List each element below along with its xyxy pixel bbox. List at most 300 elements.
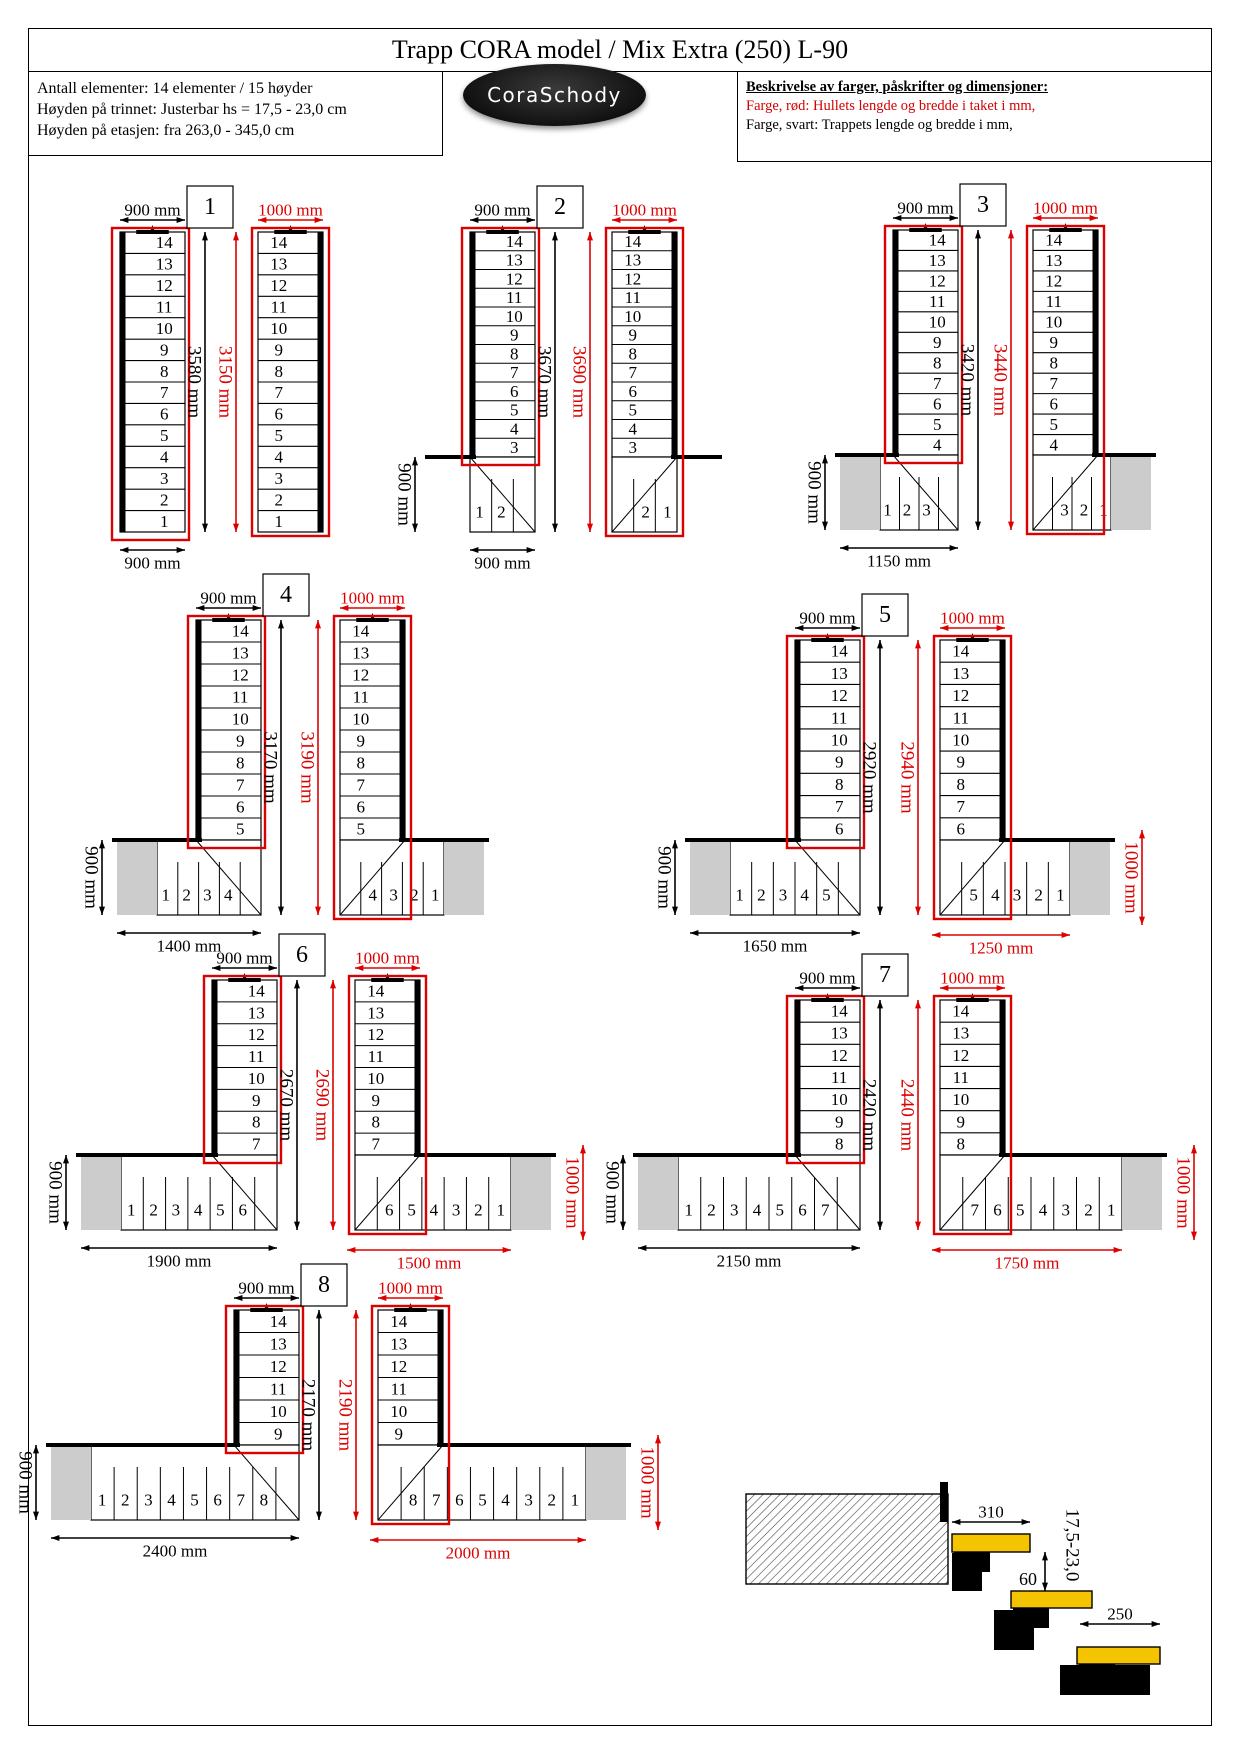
tread-number: 4 bbox=[501, 1490, 510, 1510]
variant-number: 1 bbox=[204, 194, 216, 220]
tread-number: 11 bbox=[952, 708, 969, 728]
tread-number: 14 bbox=[155, 233, 173, 253]
tread-number: 1 bbox=[1056, 885, 1065, 905]
tread-number: 8 bbox=[834, 1134, 844, 1154]
tread-number: 5 bbox=[1016, 1200, 1025, 1220]
legend-red-line: Farge, rød: Hullets lengde og bredde i taket i mm, bbox=[746, 98, 1036, 114]
tread-number: 9 bbox=[273, 1424, 283, 1444]
arrowhead bbox=[915, 1000, 921, 1008]
tread-number: 10 bbox=[247, 1068, 265, 1088]
tread-number: 8 bbox=[259, 1490, 269, 1510]
tread-number: 4 bbox=[509, 419, 519, 439]
tread-number: 13 bbox=[830, 1023, 848, 1043]
tread-number: 6 bbox=[956, 819, 966, 839]
arrowhead bbox=[915, 640, 921, 648]
dimension-label: 900 mm bbox=[601, 1161, 623, 1224]
tread-number: 11 bbox=[270, 297, 287, 317]
stair-variant-3 bbox=[804, 184, 1157, 571]
tread-number: 4 bbox=[429, 1200, 439, 1220]
gray-wall-zone bbox=[1111, 455, 1151, 530]
arrowhead bbox=[655, 1435, 661, 1443]
tread-number: 9 bbox=[628, 325, 638, 345]
tread-number: 5 bbox=[775, 1200, 784, 1220]
arrowhead bbox=[202, 524, 208, 532]
tread-number: 4 bbox=[223, 885, 233, 905]
tread-number: 8 bbox=[956, 1134, 966, 1154]
tread-number: 6 bbox=[834, 819, 844, 839]
tread-number: 14 bbox=[952, 641, 970, 661]
tread-number: 1 bbox=[1099, 500, 1108, 520]
arrowhead bbox=[233, 524, 239, 532]
tread-number: 7 bbox=[159, 383, 169, 403]
tread-number: 5 bbox=[932, 414, 942, 434]
tread-number: 3 bbox=[1061, 1200, 1070, 1220]
tread-number: 2 bbox=[757, 885, 766, 905]
floor-slab bbox=[746, 1494, 948, 1584]
tread-number: 13 bbox=[952, 1023, 970, 1043]
tread-number: 5 bbox=[159, 426, 169, 446]
tread-number: 6 bbox=[356, 797, 366, 817]
dimension-label: 1000 mm bbox=[1172, 1156, 1194, 1229]
tread-number: 10 bbox=[1045, 312, 1063, 332]
tread-number: 3 bbox=[451, 1200, 461, 1220]
dimension-label: 1000 mm bbox=[561, 1156, 583, 1229]
tread-number: 5 bbox=[628, 400, 638, 420]
tread-number: 1 bbox=[475, 502, 484, 522]
tread-number: 10 bbox=[270, 318, 288, 338]
dimension-label: 2000 mm bbox=[445, 1543, 511, 1563]
tread-number: 3 bbox=[171, 1200, 181, 1220]
tread-number: 7 bbox=[932, 373, 942, 393]
tread-number: 5 bbox=[216, 1200, 225, 1220]
arrowhead bbox=[587, 232, 593, 240]
dimension-label: 2670 mm bbox=[275, 1068, 297, 1142]
tread-number: 6 bbox=[235, 797, 245, 817]
tread-number: 5 bbox=[407, 1200, 416, 1220]
tread-number: 12 bbox=[952, 1045, 970, 1065]
tread-number: 9 bbox=[932, 333, 942, 352]
stair-variant-4 bbox=[81, 574, 490, 956]
tread-number: 13 bbox=[367, 1003, 385, 1023]
arrowhead bbox=[120, 547, 128, 553]
tread-number: 9 bbox=[251, 1090, 261, 1110]
dimension-label: 2420 mm bbox=[858, 1078, 880, 1152]
tread-number: 6 bbox=[385, 1200, 394, 1220]
tread-number: 8 bbox=[932, 353, 942, 373]
tread-number: 7 bbox=[371, 1134, 381, 1154]
arrowhead bbox=[552, 524, 558, 532]
tread-number: 13 bbox=[1045, 251, 1063, 271]
tread-number: 3 bbox=[509, 438, 519, 458]
arrowhead bbox=[353, 1512, 359, 1520]
tread-number: 3 bbox=[389, 885, 398, 905]
arrowhead bbox=[1008, 522, 1014, 530]
tread-number: 10 bbox=[231, 709, 249, 729]
arrowhead bbox=[1139, 917, 1145, 925]
tread-number: 13 bbox=[247, 1003, 265, 1023]
stair-variant-8 bbox=[15, 1264, 662, 1563]
tread-number: 9 bbox=[371, 1090, 381, 1110]
tread-number: 6 bbox=[238, 1200, 247, 1220]
tread-number: 7 bbox=[834, 797, 844, 817]
arrowhead bbox=[915, 1222, 921, 1230]
tread-number: 2 bbox=[497, 502, 506, 522]
tread-number: 13 bbox=[155, 254, 173, 274]
dimension-label: 1650 mm bbox=[742, 936, 808, 956]
tread-number: 1 bbox=[161, 885, 171, 905]
tread-number: 6 bbox=[213, 1490, 222, 1510]
tread-number: 7 bbox=[251, 1134, 261, 1154]
tread-number: 14 bbox=[928, 230, 946, 250]
dimension-label: 3190 mm bbox=[296, 731, 318, 804]
tread-number: 12 bbox=[352, 665, 370, 685]
gray-wall-zone bbox=[81, 1155, 121, 1230]
arrowhead bbox=[291, 1535, 299, 1541]
dimension-label: 900 mm bbox=[216, 948, 273, 968]
tread-number: 7 bbox=[236, 1490, 246, 1510]
tread-number: 1 bbox=[684, 1200, 693, 1220]
dimension-label: 250 bbox=[1107, 1604, 1133, 1624]
arrowhead bbox=[877, 1000, 883, 1008]
tread-number: 12 bbox=[505, 269, 523, 289]
tread-number: 5 bbox=[969, 885, 978, 905]
tread-number: 8 bbox=[356, 753, 366, 773]
dimension-label: 1000 mm bbox=[355, 948, 420, 968]
tread-number: 2 bbox=[707, 1200, 716, 1220]
tread-number: 7 bbox=[628, 363, 638, 383]
arrowhead bbox=[1008, 230, 1014, 238]
dimension-label: 2690 mm bbox=[311, 1068, 333, 1142]
dimension-label: 2940 mm bbox=[896, 741, 918, 814]
tread-number: 4 bbox=[159, 447, 169, 467]
tread-number: 14 bbox=[352, 621, 370, 641]
arrowhead bbox=[330, 980, 336, 988]
tread-number: 3 bbox=[524, 1490, 533, 1510]
arrowhead bbox=[1139, 830, 1145, 838]
arrowhead bbox=[81, 1245, 89, 1251]
gray-wall-zone bbox=[511, 1155, 551, 1230]
arrowhead bbox=[1042, 1583, 1048, 1591]
tread-number: 9 bbox=[956, 1112, 966, 1132]
arrowhead bbox=[932, 932, 940, 938]
tread-number: 1 bbox=[97, 1490, 107, 1510]
tread-2 bbox=[1011, 1591, 1092, 1608]
arrowhead bbox=[242, 973, 248, 981]
arrowhead bbox=[975, 522, 981, 530]
arrowhead bbox=[1062, 932, 1070, 938]
tread-number: 7 bbox=[956, 797, 966, 817]
dimension-label: 3670 mm bbox=[533, 345, 555, 419]
tread-number: 14 bbox=[952, 1001, 970, 1021]
dimension-label: 900 mm bbox=[238, 1278, 295, 1298]
dimension-label: 1000 mm bbox=[1120, 841, 1142, 914]
arrowhead bbox=[470, 547, 478, 553]
gray-wall-zone bbox=[1070, 840, 1110, 915]
tread-number: 2 bbox=[902, 500, 912, 520]
tread-number: 11 bbox=[367, 1047, 384, 1067]
tread-number: 9 bbox=[356, 731, 366, 751]
tread-number: 10 bbox=[952, 730, 970, 750]
tread-number: 14 bbox=[624, 231, 642, 251]
tread-number: 14 bbox=[505, 231, 523, 251]
stair-variant-2 bbox=[394, 186, 723, 573]
arrowhead bbox=[950, 545, 958, 551]
tread-number: 7 bbox=[821, 1200, 830, 1220]
tread-number: 4 bbox=[1049, 435, 1059, 455]
gray-wall-zone bbox=[117, 840, 157, 915]
tread-number: 10 bbox=[505, 306, 523, 326]
arrowhead bbox=[269, 1245, 277, 1251]
stair-variant-5 bbox=[654, 594, 1146, 958]
dimension-label: 900 mm bbox=[474, 553, 531, 573]
dimension-label: 1400 mm bbox=[156, 936, 222, 956]
tread-number: 14 bbox=[270, 233, 288, 253]
tread-number: 13 bbox=[352, 643, 370, 663]
tread-number: 10 bbox=[390, 1401, 408, 1421]
arrowhead bbox=[226, 613, 232, 621]
tread-number: 9 bbox=[394, 1424, 404, 1444]
tread-number: 12 bbox=[270, 276, 288, 296]
variant-number: 3 bbox=[977, 192, 989, 218]
tread-number: 8 bbox=[509, 344, 519, 364]
step-height-label: 17,5-23,0 bbox=[1061, 1508, 1083, 1582]
arrowhead bbox=[690, 930, 698, 936]
tread-number: 4 bbox=[628, 419, 638, 439]
flight-outline bbox=[940, 640, 1005, 840]
tread-3 bbox=[1077, 1647, 1160, 1664]
tread-number: 13 bbox=[269, 1334, 287, 1354]
tread-number: 1 bbox=[430, 885, 440, 905]
arrowhead bbox=[385, 973, 391, 981]
gray-wall-zone bbox=[638, 1155, 678, 1230]
tread-number: 3 bbox=[778, 885, 788, 905]
dimension-label: 1000 mm bbox=[940, 608, 1005, 628]
tread-number: 10 bbox=[830, 1090, 848, 1110]
tread-number: 4 bbox=[193, 1200, 203, 1220]
arrowhead bbox=[315, 907, 321, 915]
tread-number: 12 bbox=[231, 665, 249, 685]
tread-number: 12 bbox=[390, 1356, 408, 1376]
dimension-label: 3150 mm bbox=[214, 345, 236, 419]
post bbox=[940, 1482, 948, 1522]
tread-number: 9 bbox=[509, 325, 519, 345]
dimension-label: 2920 mm bbox=[858, 741, 880, 814]
tread-number: 8 bbox=[159, 361, 169, 381]
tread-number: 7 bbox=[970, 1200, 979, 1220]
tread-number: 11 bbox=[929, 292, 946, 312]
tread-number: 11 bbox=[352, 687, 369, 707]
tread-number: 3 bbox=[159, 468, 169, 488]
tread-number: 9 bbox=[834, 752, 844, 772]
arrowhead bbox=[915, 907, 921, 915]
dimension-label: 2150 mm bbox=[716, 1251, 782, 1271]
tread-number: 2 bbox=[120, 1490, 130, 1510]
dimension-label: 900 mm bbox=[799, 608, 856, 628]
dimension-label: 900 mm bbox=[44, 1161, 66, 1224]
tread-number: 12 bbox=[624, 269, 642, 289]
support-block bbox=[952, 1553, 982, 1591]
arrowhead bbox=[578, 1537, 586, 1543]
arrowhead bbox=[1191, 1232, 1197, 1240]
gray-wall-zone bbox=[51, 1445, 91, 1520]
arrowhead bbox=[877, 640, 883, 648]
tread-number: 8 bbox=[408, 1490, 418, 1510]
arrowhead bbox=[353, 1310, 359, 1318]
tread-number: 10 bbox=[624, 306, 642, 326]
arrowhead bbox=[294, 980, 300, 988]
tread-number: 4 bbox=[274, 447, 284, 467]
tread-number: 13 bbox=[830, 663, 848, 683]
tread-number: 2 bbox=[474, 1200, 483, 1220]
arrowhead bbox=[315, 620, 321, 628]
tread-number: 5 bbox=[509, 400, 519, 420]
tread-number: 3 bbox=[144, 1490, 153, 1510]
arrowhead bbox=[1114, 1247, 1122, 1253]
tread-number: 10 bbox=[928, 312, 946, 332]
tread-number: 4 bbox=[368, 885, 378, 905]
tread-number: 10 bbox=[155, 318, 173, 338]
tread-number: 11 bbox=[952, 1068, 969, 1087]
tread-number: 2 bbox=[149, 1200, 158, 1220]
arrowhead bbox=[278, 620, 284, 628]
flight-outline bbox=[1033, 230, 1098, 455]
gray-wall-zone bbox=[444, 840, 484, 915]
tread-number: 8 bbox=[628, 344, 638, 364]
tread-number: 12 bbox=[830, 1045, 848, 1065]
tread-number: 8 bbox=[1049, 353, 1059, 373]
tread-number: 13 bbox=[952, 663, 970, 683]
arrowhead bbox=[527, 547, 535, 553]
tread-number: 4 bbox=[800, 885, 809, 905]
tread-number: 2 bbox=[1034, 885, 1043, 905]
arrowhead bbox=[952, 1519, 960, 1525]
tread-number: 1 bbox=[663, 502, 672, 522]
tread-number: 1 bbox=[127, 1200, 136, 1220]
tread-number: 1 bbox=[1107, 1200, 1116, 1220]
dimension-label: 1000 mm bbox=[258, 200, 323, 220]
flight-outline bbox=[795, 640, 860, 840]
arrowhead bbox=[233, 232, 239, 240]
dimension-label: 2190 mm bbox=[334, 1378, 356, 1452]
dimension-label: 1000 mm bbox=[940, 968, 1005, 988]
arrowhead bbox=[852, 930, 860, 936]
dimension-label: 2440 mm bbox=[896, 1078, 918, 1152]
tread-number: 2 bbox=[274, 490, 284, 510]
arrowhead bbox=[1022, 1519, 1030, 1525]
tread-number: 12 bbox=[928, 271, 946, 291]
dimension-label: 3690 mm bbox=[568, 345, 590, 419]
tread-number: 1 bbox=[159, 511, 169, 531]
arrowhead bbox=[370, 613, 376, 621]
arrowhead bbox=[1152, 1621, 1160, 1627]
tread-number: 1 bbox=[274, 511, 284, 531]
tread-number: 9 bbox=[274, 340, 284, 360]
arrowhead bbox=[1191, 1145, 1197, 1153]
tread-number: 14 bbox=[1045, 230, 1063, 250]
tread-number: 2 bbox=[641, 502, 650, 522]
arrowhead bbox=[51, 1535, 59, 1541]
tread-number: 5 bbox=[235, 819, 245, 839]
stair-variant-7 bbox=[602, 954, 1198, 1273]
tread-number: 4 bbox=[752, 1200, 762, 1220]
tread-number: 11 bbox=[506, 288, 523, 308]
coraschody-logo: CoraSchody bbox=[463, 64, 646, 126]
tread-number: 4 bbox=[167, 1490, 176, 1510]
arrowhead bbox=[970, 633, 976, 641]
tread-number: 8 bbox=[251, 1112, 261, 1132]
arrowhead bbox=[278, 907, 284, 915]
dimension-label: 3580 mm bbox=[183, 345, 205, 419]
dimension-label: 900 mm bbox=[124, 553, 181, 573]
dimension-label: 2400 mm bbox=[142, 1541, 208, 1561]
dimension-label: 3440 mm bbox=[989, 343, 1011, 417]
tread-number: 10 bbox=[269, 1401, 287, 1421]
dimension-label: 1000 mm bbox=[636, 1446, 658, 1519]
page-title: Trapp CORA model / Mix Extra (250) L-90 bbox=[29, 29, 1211, 72]
spec-step-height: Høyden på trinnet: Justerbar hs = 17,5 - 23,0 cm bbox=[37, 101, 347, 118]
arrowhead bbox=[655, 1522, 661, 1530]
tread-number: 14 bbox=[231, 621, 249, 641]
tread-number: 12 bbox=[269, 1356, 287, 1376]
tread-number: 13 bbox=[624, 250, 642, 270]
tread-number: 12 bbox=[1045, 271, 1063, 291]
tread-number: 9 bbox=[159, 340, 169, 360]
variant-number: 6 bbox=[296, 942, 308, 968]
arrowhead bbox=[117, 930, 125, 936]
variant-number: 2 bbox=[554, 194, 566, 220]
tread-number: 11 bbox=[1045, 292, 1062, 312]
tread-number: 13 bbox=[231, 643, 249, 663]
tread-number: 13 bbox=[505, 250, 523, 270]
dimension-label: 900 mm bbox=[799, 968, 856, 988]
step-detail bbox=[746, 1482, 1160, 1695]
dimension-label: 900 mm bbox=[897, 198, 954, 218]
arrowhead bbox=[1042, 1552, 1048, 1560]
gray-wall-zone bbox=[690, 840, 730, 915]
arrowhead bbox=[294, 1222, 300, 1230]
tread-number: 2 bbox=[1079, 500, 1089, 520]
arrowhead bbox=[638, 1245, 646, 1251]
spec-floor-height: Høyden på etasjen: fra 263,0 - 345,0 cm bbox=[37, 122, 295, 139]
tread-number: 8 bbox=[274, 361, 284, 381]
tread-number: 14 bbox=[390, 1311, 408, 1331]
stair-variant-1 bbox=[112, 186, 329, 573]
tread-number: 6 bbox=[1049, 394, 1059, 414]
dimension-label: 900 mm bbox=[393, 463, 415, 526]
tread-number: 14 bbox=[830, 1001, 848, 1021]
gray-wall-zone bbox=[840, 455, 880, 530]
tread-number: 7 bbox=[356, 775, 366, 795]
tread-number: 1 bbox=[570, 1490, 580, 1510]
dimension-label: 2170 mm bbox=[297, 1378, 319, 1452]
tread-number: 11 bbox=[270, 1379, 287, 1399]
tread-number: 5 bbox=[478, 1490, 487, 1510]
dimension-label: 1150 mm bbox=[866, 551, 932, 571]
tread-1 bbox=[952, 1534, 1030, 1552]
tread-number: 7 bbox=[431, 1490, 441, 1510]
tread-number: 2 bbox=[1084, 1200, 1093, 1220]
dimension-label: 3170 mm bbox=[259, 731, 281, 804]
tread-number: 13 bbox=[270, 254, 288, 274]
tread-number: 11 bbox=[831, 708, 848, 728]
tread-number: 14 bbox=[830, 641, 848, 661]
overlap-label: 60 bbox=[1019, 1569, 1037, 1589]
tread-number: 4 bbox=[932, 435, 942, 455]
tread-number: 7 bbox=[274, 383, 284, 403]
arrowhead bbox=[552, 232, 558, 240]
legend-heading: Beskrivelse av farger, påskrifter og dimensjoner: bbox=[746, 79, 1049, 95]
dimension-label: 1900 mm bbox=[146, 1251, 212, 1271]
